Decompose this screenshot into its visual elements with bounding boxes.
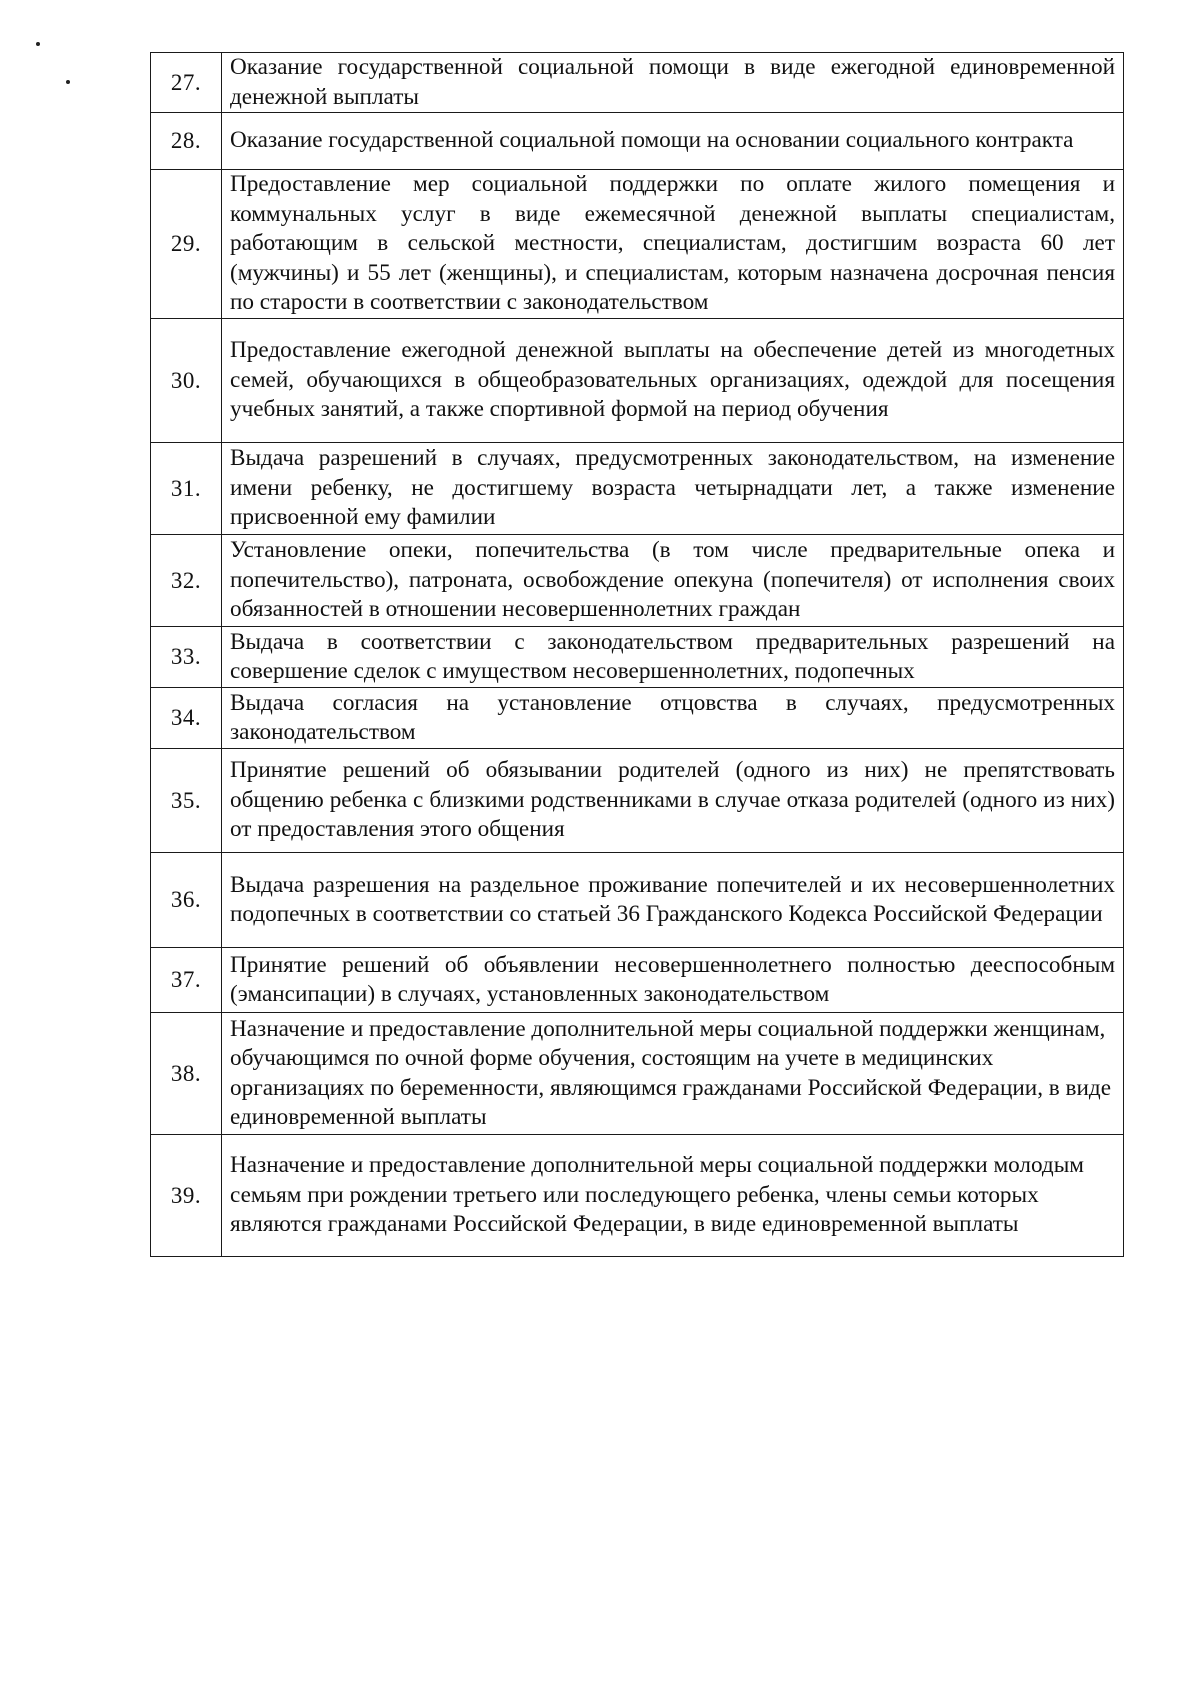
row-description: Выдача в соответствии с законодательством предварительных разрешений на совершение сделок с имуществом несовершеннолетних, подопечных xyxy=(222,627,1124,688)
row-description: Принятие решений об обязывании родителей (одного из них) не препятствовать общению ребенка с близкими родственниками в случае отказа родителей (одного из них) от предоставления этого общения xyxy=(222,749,1124,853)
table-row xyxy=(151,319,1124,443)
table-row xyxy=(151,627,1124,688)
row-description: Оказание государственной социальной помощи в виде ежегодной единовременной денежной выплаты xyxy=(222,53,1124,113)
table-row xyxy=(151,1135,1124,1257)
table-row xyxy=(151,170,1124,319)
scan-speck xyxy=(36,42,40,46)
row-description: Принятие решений об объявлении несовершеннолетнего полностью дееспособным (эмансипации) в случаях, установленных законодательством xyxy=(222,948,1124,1013)
row-number: 34. xyxy=(151,688,222,749)
row-number: 38. xyxy=(151,1013,222,1135)
table-row xyxy=(151,688,1124,749)
services-table xyxy=(150,52,1124,1257)
row-description: Установление опеки, попечительства (в том числе предварительные опека и попечительство), патроната, освобождение опекуна (попечителя) от исполнения своих обязанностей в отношении несовершеннолетних граждан xyxy=(222,535,1124,627)
row-description: Назначение и предоставление дополнительной меры социальной поддержки молодым семьям при рождении третьего или последующего ребенка, члены семьи которых являются гражданами Российской Федерации, в виде единовременной выплаты xyxy=(222,1135,1124,1257)
row-number: 28. xyxy=(151,113,222,170)
table-row xyxy=(151,53,1124,113)
row-number: 32. xyxy=(151,535,222,627)
table-row xyxy=(151,113,1124,170)
row-number: 27. xyxy=(151,53,222,113)
row-description: Выдача разрешения на раздельное проживание попечителей и их несовершеннолетних подопечных в соответствии со статьей 36 Гражданского Кодекса Российской Федерации xyxy=(222,853,1124,948)
row-description: Оказание государственной социальной помощи на основании социального контракта xyxy=(222,113,1124,170)
row-number: 30. xyxy=(151,319,222,443)
row-description: Предоставление ежегодной денежной выплаты на обеспечение детей из многодетных семей, обучающихся в общеобразовательных организациях, одеждой для посещения учебных занятий, а также спортивной формой на период обучения xyxy=(222,319,1124,443)
table-row xyxy=(151,535,1124,627)
row-number: 31. xyxy=(151,443,222,535)
scan-speck xyxy=(66,80,70,84)
row-description: Выдача разрешений в случаях, предусмотренных законодательством, на изменение имени ребенку, не достигшему возраста четырнадцати лет, а также изменение присвоенной ему фамилии xyxy=(222,443,1124,535)
table-row xyxy=(151,948,1124,1013)
table-row xyxy=(151,1013,1124,1135)
row-number: 33. xyxy=(151,627,222,688)
row-number: 39. xyxy=(151,1135,222,1257)
row-number: 36. xyxy=(151,853,222,948)
row-number: 37. xyxy=(151,948,222,1013)
row-description: Выдача согласия на установление отцовства в случаях, предусмотренных законодательством xyxy=(222,688,1124,749)
row-number: 29. xyxy=(151,170,222,319)
row-description: Назначение и предоставление дополнительной меры социальной поддержки женщинам, обучающимся по очной форме обучения, состоящим на учете в медицинских организациях по беременности, являющимся гражданами Российской Федерации, в виде единовременной выплаты xyxy=(222,1013,1124,1135)
row-description: Предоставление мер социальной поддержки по оплате жилого помещения и коммунальных услуг в виде ежемесячной денежной выплаты специалистам, работающим в сельской местности, специалистам, достигшим возраста 60 лет (мужчины) и 55 лет (женщины), и специалистам, которым назначена досрочная пенсия по старости в соответствии с законодательством xyxy=(222,170,1124,319)
row-number: 35. xyxy=(151,749,222,853)
table-row xyxy=(151,749,1124,853)
table-row xyxy=(151,853,1124,948)
table-row xyxy=(151,443,1124,535)
